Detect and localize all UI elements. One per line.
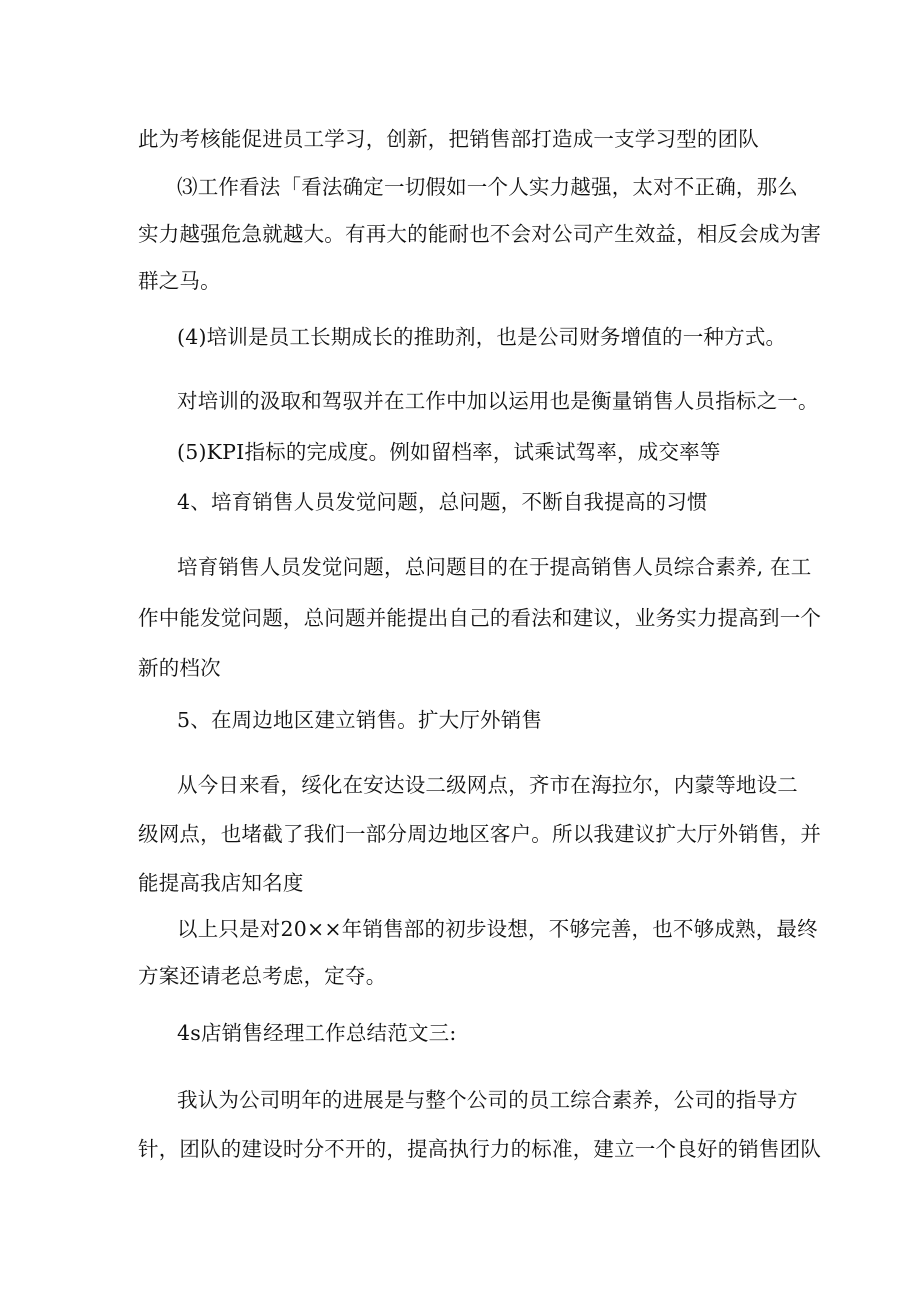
text-line: 级网点，也堵截了我们一部分周边地区客户。所以我建议扩大厅外销售，并 <box>138 822 822 846</box>
text-line: 此为考核能促进员工学习，创新，把销售部打造成一支学习型的团队 <box>138 127 759 151</box>
text-line: ⑶工作看法「看法确定一切假如一个人实力越强，太对不正确，那么 <box>177 175 798 199</box>
text-line: 实力越强危急就越大。有再大的能耐也不会对公司产生效益，相反会成为害 <box>138 222 822 246</box>
text-line: 群之马。 <box>138 269 221 293</box>
text-line: (4)培训是员工长期成长的推助剂，也是公司财务增值的一种方式。 <box>177 325 787 349</box>
text-line: (5)KPI指标的完成度。例如留档率，试乘试驾率，成交率等 <box>177 440 721 464</box>
section-heading: 4、培育销售人员发觉问题，总问题，不断自我提高的习惯 <box>177 490 708 514</box>
text-line: 针，团队的建设时分不开的，提高执行力的标准，建立一个良好的销售团队 <box>138 1137 822 1161</box>
section-heading: 4s店销售经理工作总结范文三: <box>177 1021 457 1045</box>
text-line: 作中能发觉问题，总问题并能提出自己的看法和建议，业务实力提高到一个 <box>138 606 822 630</box>
text-line: 方案还请老总考虑，定夺。 <box>138 964 387 988</box>
text-line: 培育销售人员发觉问题，总问题目的在于提高销售人员综合素养, 在工 <box>177 555 812 579</box>
text-line: 新的档次 <box>138 656 221 680</box>
text-line: 我认为公司明年的进展是与整个公司的员工综合素养，公司的指导方 <box>177 1088 798 1112</box>
text-line: 对培训的汲取和驾驭并在工作中加以运用也是衡量销售人员指标之一。 <box>177 389 819 413</box>
section-heading: 5、在周边地区建立销售。扩大厅外销售 <box>177 708 543 732</box>
text-line: 以上只是对20××年销售部的初步设想，不够完善，也不够成熟，最终 <box>177 917 818 941</box>
text-line: 从今日来看，绥化在安达设二级网点，齐市在海拉尔，内蒙等地设二 <box>177 773 798 797</box>
text-line: 能提高我店知名度 <box>138 871 304 895</box>
